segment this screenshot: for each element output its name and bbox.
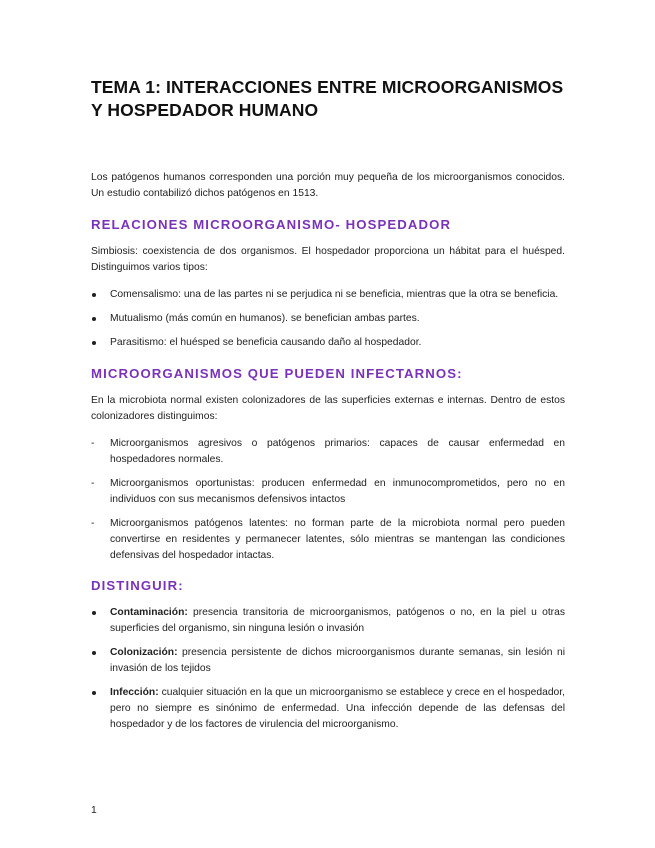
term-definition: presencia transitoria de microorganismos, patógenos o no, en la piel u otras superficies del organismo, sin ninguna lesión o invasión: [110, 607, 565, 634]
section-heading-distinguir: DISTINGUIR:: [91, 578, 184, 593]
list-item: [91, 645, 565, 677]
bullet-icon: [92, 651, 96, 655]
bullet-list-distinguir: [91, 605, 565, 733]
list-item-text: Microorganismos patógenos latentes: no forman parte de la microbiota normal pero pueden convertirse en residentes y permanecer latentes, sólo mientras se mantengan las condiciones defensivas del hospedador intactas.: [110, 518, 565, 561]
list-item: [91, 685, 565, 733]
list-item-text: Mutualismo (más común en humanos). se benefician ambas partes.: [110, 313, 420, 324]
dash-marker: -: [91, 438, 95, 449]
bullet-icon: [92, 611, 96, 615]
dash-list-colonizadores: [91, 436, 565, 564]
bullet-icon: [92, 691, 96, 695]
list-item: [91, 311, 565, 327]
section-paragraph-simbiosis: Simbiosis: coexistencia de dos organismos. El hospedador proporciona un hábitat para el huésped. Distinguimos varios tipos:: [91, 246, 565, 273]
bullet-icon: [92, 293, 96, 297]
list-item-text: Microorganismos agresivos o patógenos primarios: capaces de causar enfermedad en hospedadores normales.: [110, 438, 565, 465]
list-item: [91, 516, 565, 564]
list-item: [91, 287, 565, 303]
intro-paragraph: Los patógenos humanos corresponden una porción muy pequeña de los microorganismos conocidos. Un estudio contabilizó dichos patógenos en 1513.: [91, 172, 565, 199]
dash-marker: -: [91, 478, 95, 489]
term-definition: presencia persistente de dichos microorganismos durante semanas, sin lesión ni invasión de los tejidos: [110, 647, 565, 674]
list-item: [91, 335, 565, 351]
list-item: [91, 476, 565, 508]
list-item: [91, 436, 565, 468]
page-content: [91, 76, 565, 733]
list-item-text: Comensalismo: una de las partes ni se perjudica ni se beneficia, mientras que la otra se beneficia.: [110, 289, 559, 300]
list-item: [91, 605, 565, 637]
dash-marker: -: [91, 518, 95, 529]
bullet-list-simbiosis: [91, 287, 565, 351]
list-item-text: Microorganismos oportunistas: producen enfermedad en inmunocomprometidos, pero no en individuos con sus mecanismos defensivos intactos: [110, 478, 565, 505]
section-heading-microorganismos: MICROORGANISMOS QUE PUEDEN INFECTARNOS:: [91, 366, 463, 381]
bullet-icon: [92, 317, 96, 321]
term-label: Infección:: [110, 687, 159, 698]
page-number: 1: [91, 805, 97, 816]
section-heading-relaciones: RELACIONES MICROORGANISMO- HOSPEDADOR: [91, 217, 452, 232]
term-definition: cualquier situación en la que un microorganismo se establece y crece en el hospedador, pero no siempre es sinónimo de enfermedad. Una infección depende de las defensas del hospedador y de los factores de virulencia del microorganismo.: [110, 687, 565, 730]
page-title: TEMA 1: INTERACCIONES ENTRE MICROORGANISMOS Y HOSPEDADOR HUMANO: [91, 77, 564, 120]
bullet-icon: [92, 341, 96, 345]
list-item-text: Parasitismo: el huésped se beneficia causando daño al hospedador.: [110, 337, 422, 348]
term-label: Colonización:: [110, 647, 178, 658]
term-label: Contaminación:: [110, 607, 188, 618]
section-paragraph-microbiota: En la microbiota normal existen colonizadores de las superficies externas e internas. Dentro de estos colonizadores distinguimos:: [91, 395, 565, 422]
